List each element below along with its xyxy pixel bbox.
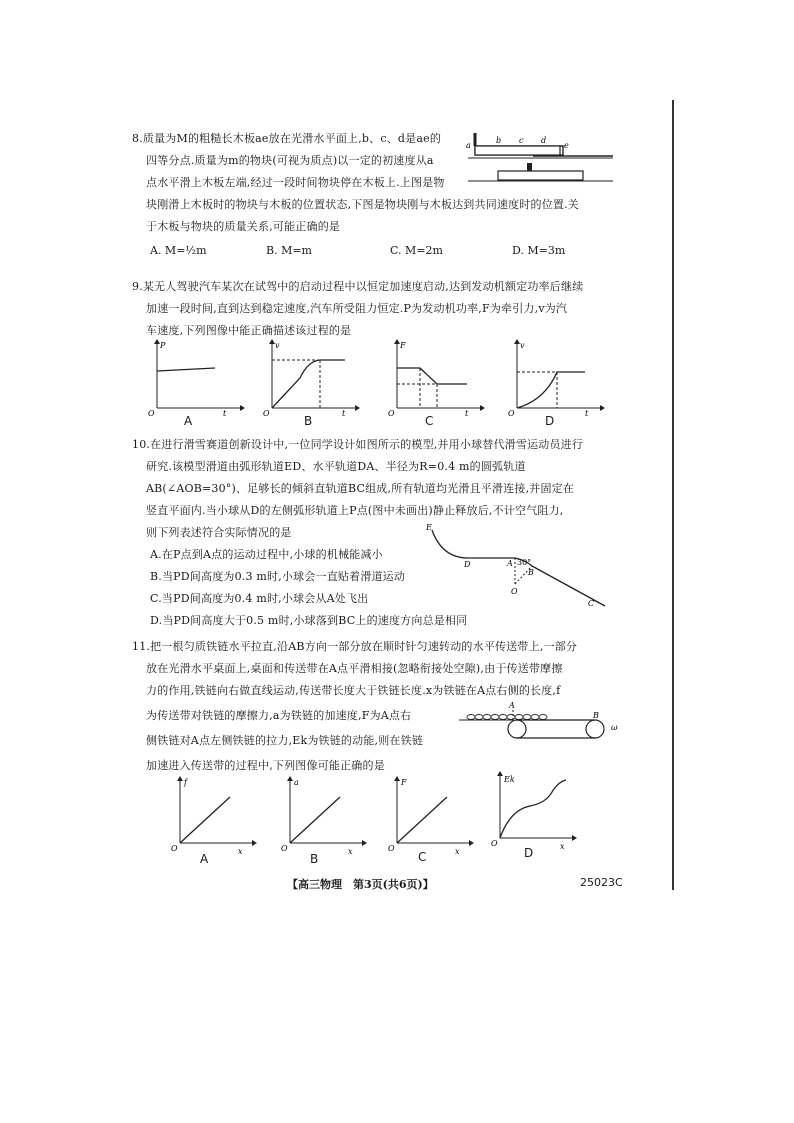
q11-caption-b: B xyxy=(310,852,319,866)
q8-label-b: b xyxy=(496,136,502,145)
q9-line-1: 9.某无人驾驶汽车某次在试驾中的启动过程中以恒定加速度启动,达到发动机额定功率后继续 xyxy=(132,280,584,293)
q11c-ylabel: F xyxy=(401,778,407,787)
q10-track-figure xyxy=(420,520,620,615)
q9-line-3: 车速度,下列图像中能正确描述该过程的是 xyxy=(146,324,352,337)
q9c-xlabel: t xyxy=(465,409,469,418)
q9d-origin: O xyxy=(508,409,515,418)
q11a-origin: O xyxy=(171,844,178,853)
q8-option-b: B. M=m xyxy=(266,244,312,257)
q8-line-3: 点水平滑上木板左端,经过一段时间物块停在木板上.上图是物 xyxy=(146,176,445,189)
q9d-xlabel: t xyxy=(585,409,589,418)
q8-line-1: 8.质量为M的粗糙长木板ae放在光滑水平面上,b、c、d是ae的 xyxy=(132,132,442,145)
q11-label-omega: ω xyxy=(611,723,618,732)
q9b-ylabel: v xyxy=(275,341,280,350)
q9d-ylabel: v xyxy=(520,341,525,350)
q9c-ylabel: F xyxy=(400,341,406,350)
q11-graph-a xyxy=(168,775,258,855)
q9-graph-a xyxy=(145,338,245,418)
q11d-origin: O xyxy=(491,839,498,848)
q9-caption-d: D xyxy=(545,414,555,428)
page-edge-line xyxy=(672,100,674,890)
q11-graph-b xyxy=(278,775,368,855)
q9c-origin: O xyxy=(388,409,395,418)
q11d-xlabel: x xyxy=(560,842,565,850)
q11a-xlabel: x xyxy=(238,847,243,855)
q10-option-b: B.当PD间高度为0.3 m时,小球会一直贴着滑道运动 xyxy=(150,570,406,583)
q10-option-a: A.在P点到A点的运动过程中,小球的机械能减小 xyxy=(150,548,383,561)
q8-line-4: 块刚滑上木板时的物块与木板的位置状态,下图是物块刚与木板达到共同速度时的位置.关 xyxy=(146,198,579,211)
q11-caption-c: C xyxy=(418,850,427,864)
q10-line-4: 竖直平面内.当小球从D的左侧弧形轨道上P点(图中未画出)静止释放后,不计空气阻力, xyxy=(146,504,564,517)
q10-line-2: 研究.该模型滑道由弧形轨道ED、水平轨道DA、半径为R=0.4 m的圆弧轨道 xyxy=(146,460,526,473)
q8-line-5: 于木板与物块的质量关系,可能正确的是 xyxy=(146,220,341,233)
q9a-xlabel: t xyxy=(223,409,227,418)
q10-line-1: 10.在进行滑雪赛道创新设计中,一位同学设计如图所示的模型,并用小球替代滑雪运动员进行 xyxy=(132,438,584,451)
q9a-origin: O xyxy=(148,409,155,418)
q9-caption-a: A xyxy=(184,414,193,428)
q10-option-d: D.当PD间高度大于0.5 m时,小球落到BC上的速度方向总是相同 xyxy=(150,614,468,627)
q11-graph-d xyxy=(488,770,578,850)
q9b-xlabel: t xyxy=(342,409,346,418)
q11-line-2: 放在光滑水平桌面上,桌面和传送带在A点平滑相接(忽略衔接处空隙),由于传送带摩擦 xyxy=(146,662,563,675)
q10-line-3: AB(∠AOB=30°)、足够长的倾斜直轨道BC组成,所有轨道均光滑且平滑连接,并固定在 xyxy=(146,482,575,495)
exam-code: 25023C xyxy=(580,876,623,889)
q11-conveyor-figure xyxy=(455,700,625,745)
q10-label-a: A xyxy=(507,559,513,568)
q11-line-5: 侧铁链对A点左侧铁链的拉力,Ek为铁链的动能,则在铁链 xyxy=(146,734,424,747)
q10-angle-label: 30° xyxy=(517,558,532,567)
q11c-xlabel: x xyxy=(455,847,460,855)
q10-label-b: B xyxy=(528,568,534,577)
q9-graph-b xyxy=(260,338,360,418)
q9-graph-d xyxy=(505,338,605,418)
q8-label-d: d xyxy=(541,136,547,145)
q8-option-c: C. M=2m xyxy=(390,244,443,257)
q11-caption-a: A xyxy=(200,852,209,866)
q11b-ylabel: a xyxy=(294,778,299,787)
q10-label-c: C xyxy=(588,599,595,608)
q9-caption-b: B xyxy=(304,414,313,428)
q10-line-5: 则下列表述符合实际情况的是 xyxy=(146,526,292,539)
q11-line-3: 力的作用,铁链向右做直线运动,传送带长度大于铁链长度.x为铁链在A点右侧的长度,f xyxy=(146,684,561,697)
q10-option-c: C.当PD间高度为0.4 m时,小球会从A处飞出 xyxy=(150,592,369,605)
q11b-origin: O xyxy=(281,844,288,853)
q9-caption-c: C xyxy=(425,414,434,428)
q11-line-1: 11.把一根匀质铁链水平拉直,沿AB方向一部分放在顺时针匀速转动的水平传送带上,一部分 xyxy=(132,640,578,653)
q9b-origin: O xyxy=(263,409,270,418)
q11c-origin: O xyxy=(388,844,395,853)
q9a-ylabel: P xyxy=(160,341,166,350)
q11-graph-c xyxy=(385,775,475,855)
q11b-xlabel: x xyxy=(348,847,353,855)
q8-option-d: D. M=3m xyxy=(512,244,566,257)
q8-label-a: a xyxy=(466,141,471,150)
q8-label-e: e xyxy=(564,141,569,150)
q9-line-2: 加速一段时间,直到达到稳定速度,汽车所受阻力恒定.P为发动机功率,F为牵引力,v为汽 xyxy=(146,302,568,315)
q8-board-figure xyxy=(463,128,623,188)
q11-line-6: 加速进入传送带的过程中,下列图像可能正确的是 xyxy=(146,759,385,772)
q10-label-e: E xyxy=(426,523,432,532)
q8-line-2: 四等分点.质量为m的物块(可视为质点)以一定的初速度从a xyxy=(146,154,434,167)
q11a-ylabel: f xyxy=(184,778,187,787)
q8-label-c: c xyxy=(519,136,524,145)
q11-line-4: 为传送带对铁链的摩擦力,a为铁链的加速度,F为A点右 xyxy=(146,709,412,722)
page-footer: 【高三物理 第3页(共6页)】 xyxy=(287,878,434,891)
q10-label-d: D xyxy=(464,560,471,569)
q11-label-b: B xyxy=(593,711,599,720)
q10-label-o: O xyxy=(511,587,518,596)
q11d-ylabel: Ek xyxy=(504,775,515,784)
q11-caption-d: D xyxy=(524,846,534,860)
q11-label-a: A xyxy=(509,701,515,710)
q9-graph-c xyxy=(385,338,485,418)
q8-option-a: A. M=½m xyxy=(150,244,207,257)
